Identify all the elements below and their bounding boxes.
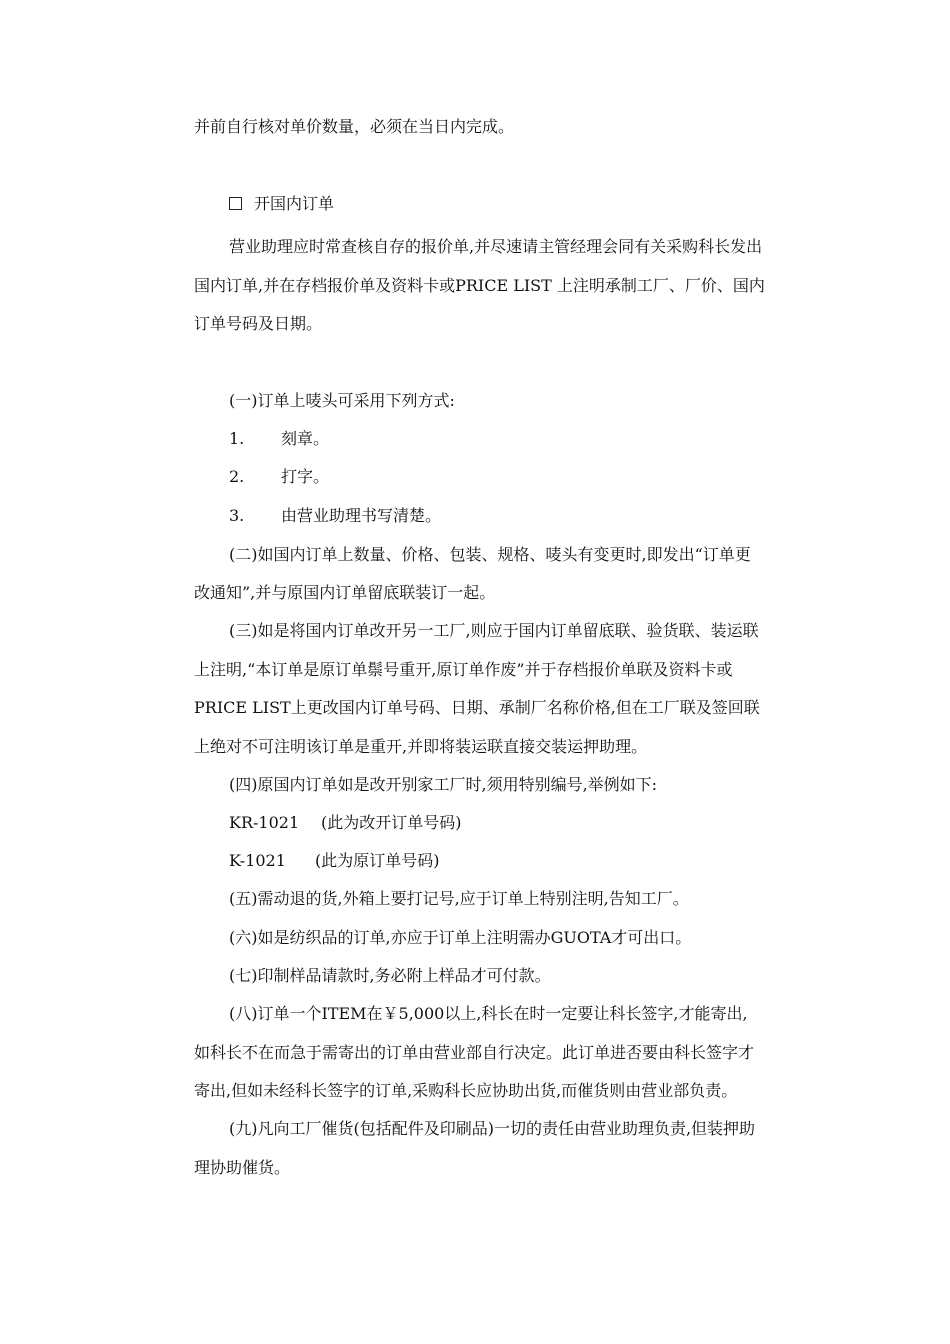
paragraph-line: (九)凡向工厂催货(包括配件及印刷品)一切的责任由营业助理负责,但装押助	[229, 1119, 756, 1138]
paragraph-line: PRICE LIST上更改国内订单号码、日期、承制厂名称价格,但在工厂联及签回联	[194, 698, 760, 717]
section-heading	[229, 194, 334, 214]
paragraph-line: 寄出,但如未经科长签字的订单,采购科长应协助出货,而催货则由营业部负责。	[194, 1081, 738, 1100]
paragraph-line: (二)如国内订单上数量、价格、包装、规格、唛头有变更时,即发出“订单更	[229, 545, 751, 564]
sub-item-text: 刻章。	[281, 429, 330, 448]
paragraph-line: 订单号码及日期。	[194, 314, 323, 333]
sub-item-text: 由营业助理书写清楚。	[281, 506, 442, 525]
paragraph-line: 上绝对不可注明该订单是重开,并即将装运联直接交装运押助理。	[194, 737, 648, 756]
paragraph-line: 理协助催货。	[194, 1158, 291, 1177]
sub-item-number: 3.	[229, 506, 245, 525]
paragraph-line: 营业助理应时常查核自存的报价单,并尽速请主管经理会同有关采购科长发出	[229, 237, 763, 256]
paragraph-line: 改通知”,并与原国内订单留底联装订一起。	[194, 583, 496, 602]
sub-item-number: 1.	[229, 429, 245, 448]
example-line	[229, 851, 440, 871]
section-title: 开国内订单	[254, 194, 335, 213]
paragraph-line: (八)订单一个ITEM在￥5,000以上,科长在时一定要让科长签字,才能寄出,	[229, 1004, 748, 1023]
sub-item	[229, 506, 441, 526]
paragraph-line: 上注明,“本订单是原订单鬃号重开,原订单作废”并于存档报价单联及资料卡或	[194, 660, 733, 679]
paragraph-line: (三)如是将国内订单改开另一工厂,则应于国内订单留底联、验货联、装运联	[229, 621, 759, 640]
intro-line: 并前自行核对单价数量，必须在当日内完成。	[194, 117, 515, 136]
paragraph-line: (七)印制样品请款时,务必附上样品才可付款。	[229, 966, 551, 985]
sub-item-number: 2.	[229, 467, 245, 486]
order-code: K-1021	[229, 851, 286, 870]
sub-item	[229, 429, 329, 449]
item-heading: (一)订单上唛头可采用下列方式:	[229, 391, 455, 410]
sub-item-text: 打字。	[281, 467, 330, 486]
item-heading: (四)原国内订单如是改开别家工厂时,须用特别编号,举例如下:	[229, 775, 658, 794]
paragraph-line: (五)需动退的货,外箱上要打记号,应于订单上特别注明,告知工厂。	[229, 889, 689, 908]
paragraph-line: (六)如是纺织品的订单,亦应于订单上注明需办GUOTA才可出口。	[229, 928, 692, 947]
order-code-note: (此为原订单号码)	[315, 851, 440, 870]
checkbox-icon	[229, 197, 242, 210]
order-code: KR-1021	[229, 813, 300, 832]
sub-item	[229, 467, 329, 487]
paragraph-line: 如科长不在而急于需寄出的订单由营业部自行决定。此订单进否要由科长签字才	[194, 1043, 755, 1062]
example-line	[229, 813, 462, 833]
paragraph-line: 国内订单,并在存档报价单及资料卡或PRICE LIST 上注明承制工厂、厂价、国内	[194, 276, 765, 295]
order-code-note: (此为改开订单号码)	[321, 813, 462, 832]
